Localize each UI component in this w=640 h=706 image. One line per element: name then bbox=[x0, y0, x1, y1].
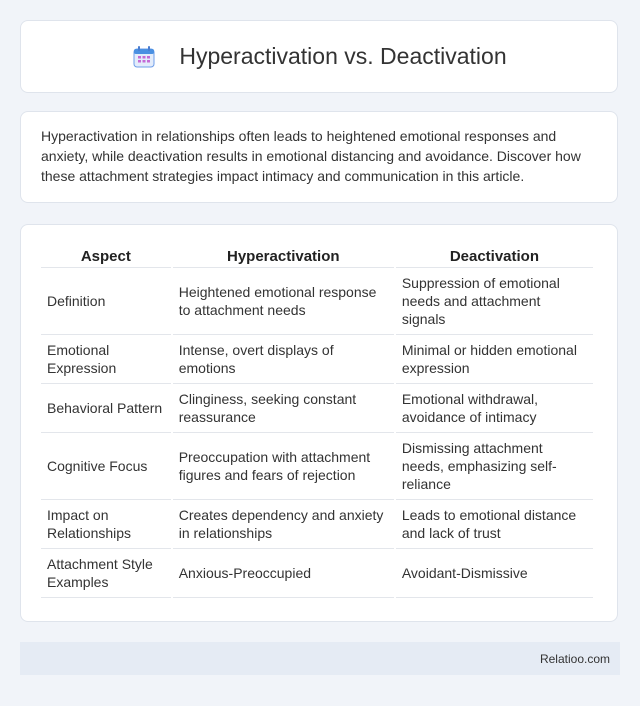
comparison-table bbox=[39, 243, 595, 598]
intro-card bbox=[20, 111, 618, 203]
column-header: Aspect bbox=[41, 243, 171, 268]
table-row bbox=[41, 500, 593, 549]
table-cell: Dismissing attachment needs, emphasizing self-reliance bbox=[396, 433, 593, 500]
table-cell: Clinginess, seeking constant reassurance bbox=[173, 384, 394, 433]
table-header-row bbox=[41, 243, 593, 268]
table-cell: Behavioral Pattern bbox=[41, 384, 171, 433]
footer-brand: Relatioo.com bbox=[539, 651, 610, 666]
comparison-table-card bbox=[20, 224, 618, 622]
table-cell: Emotional Expression bbox=[41, 335, 171, 384]
table-cell: Attachment Style Examples bbox=[41, 549, 171, 598]
table-row bbox=[41, 335, 593, 384]
table-cell: Intense, overt displays of emotions bbox=[173, 335, 394, 384]
calendar-icon bbox=[131, 44, 157, 70]
table-row bbox=[41, 549, 593, 598]
table-cell: Avoidant-Dismissive bbox=[396, 549, 593, 598]
table-cell: Cognitive Focus bbox=[41, 433, 171, 500]
table-cell: Impact on Relationships bbox=[41, 500, 171, 549]
table-row bbox=[41, 433, 593, 500]
table-cell: Minimal or hidden emotional expression bbox=[396, 335, 593, 384]
column-header: Hyperactivation bbox=[173, 243, 394, 268]
title-card bbox=[20, 20, 618, 93]
page-title: Hyperactivation vs. Deactivation bbox=[179, 43, 507, 69]
table-row bbox=[41, 268, 593, 335]
table-cell: Leads to emotional distance and lack of trust bbox=[396, 500, 593, 549]
table-cell: Anxious-Preoccupied bbox=[173, 549, 394, 598]
table-cell: Creates dependency and anxiety in relationships bbox=[173, 500, 394, 549]
footer bbox=[20, 642, 620, 675]
table-cell: Definition bbox=[41, 268, 171, 335]
intro-text: Hyperactivation in relationships often leads to heightened emotional responses and anxiety, while deactivation results in emotional distancing and avoidance. Discover how these attachment strategies impact intimacy and communication in this article. bbox=[41, 128, 581, 184]
table-row bbox=[41, 384, 593, 433]
table-cell: Preoccupation with attachment figures and fears of rejection bbox=[173, 433, 394, 500]
table-cell: Suppression of emotional needs and attachment signals bbox=[396, 268, 593, 335]
column-header: Deactivation bbox=[396, 243, 593, 268]
table-cell: Heightened emotional response to attachment needs bbox=[173, 268, 394, 335]
table-cell: Emotional withdrawal, avoidance of intimacy bbox=[396, 384, 593, 433]
